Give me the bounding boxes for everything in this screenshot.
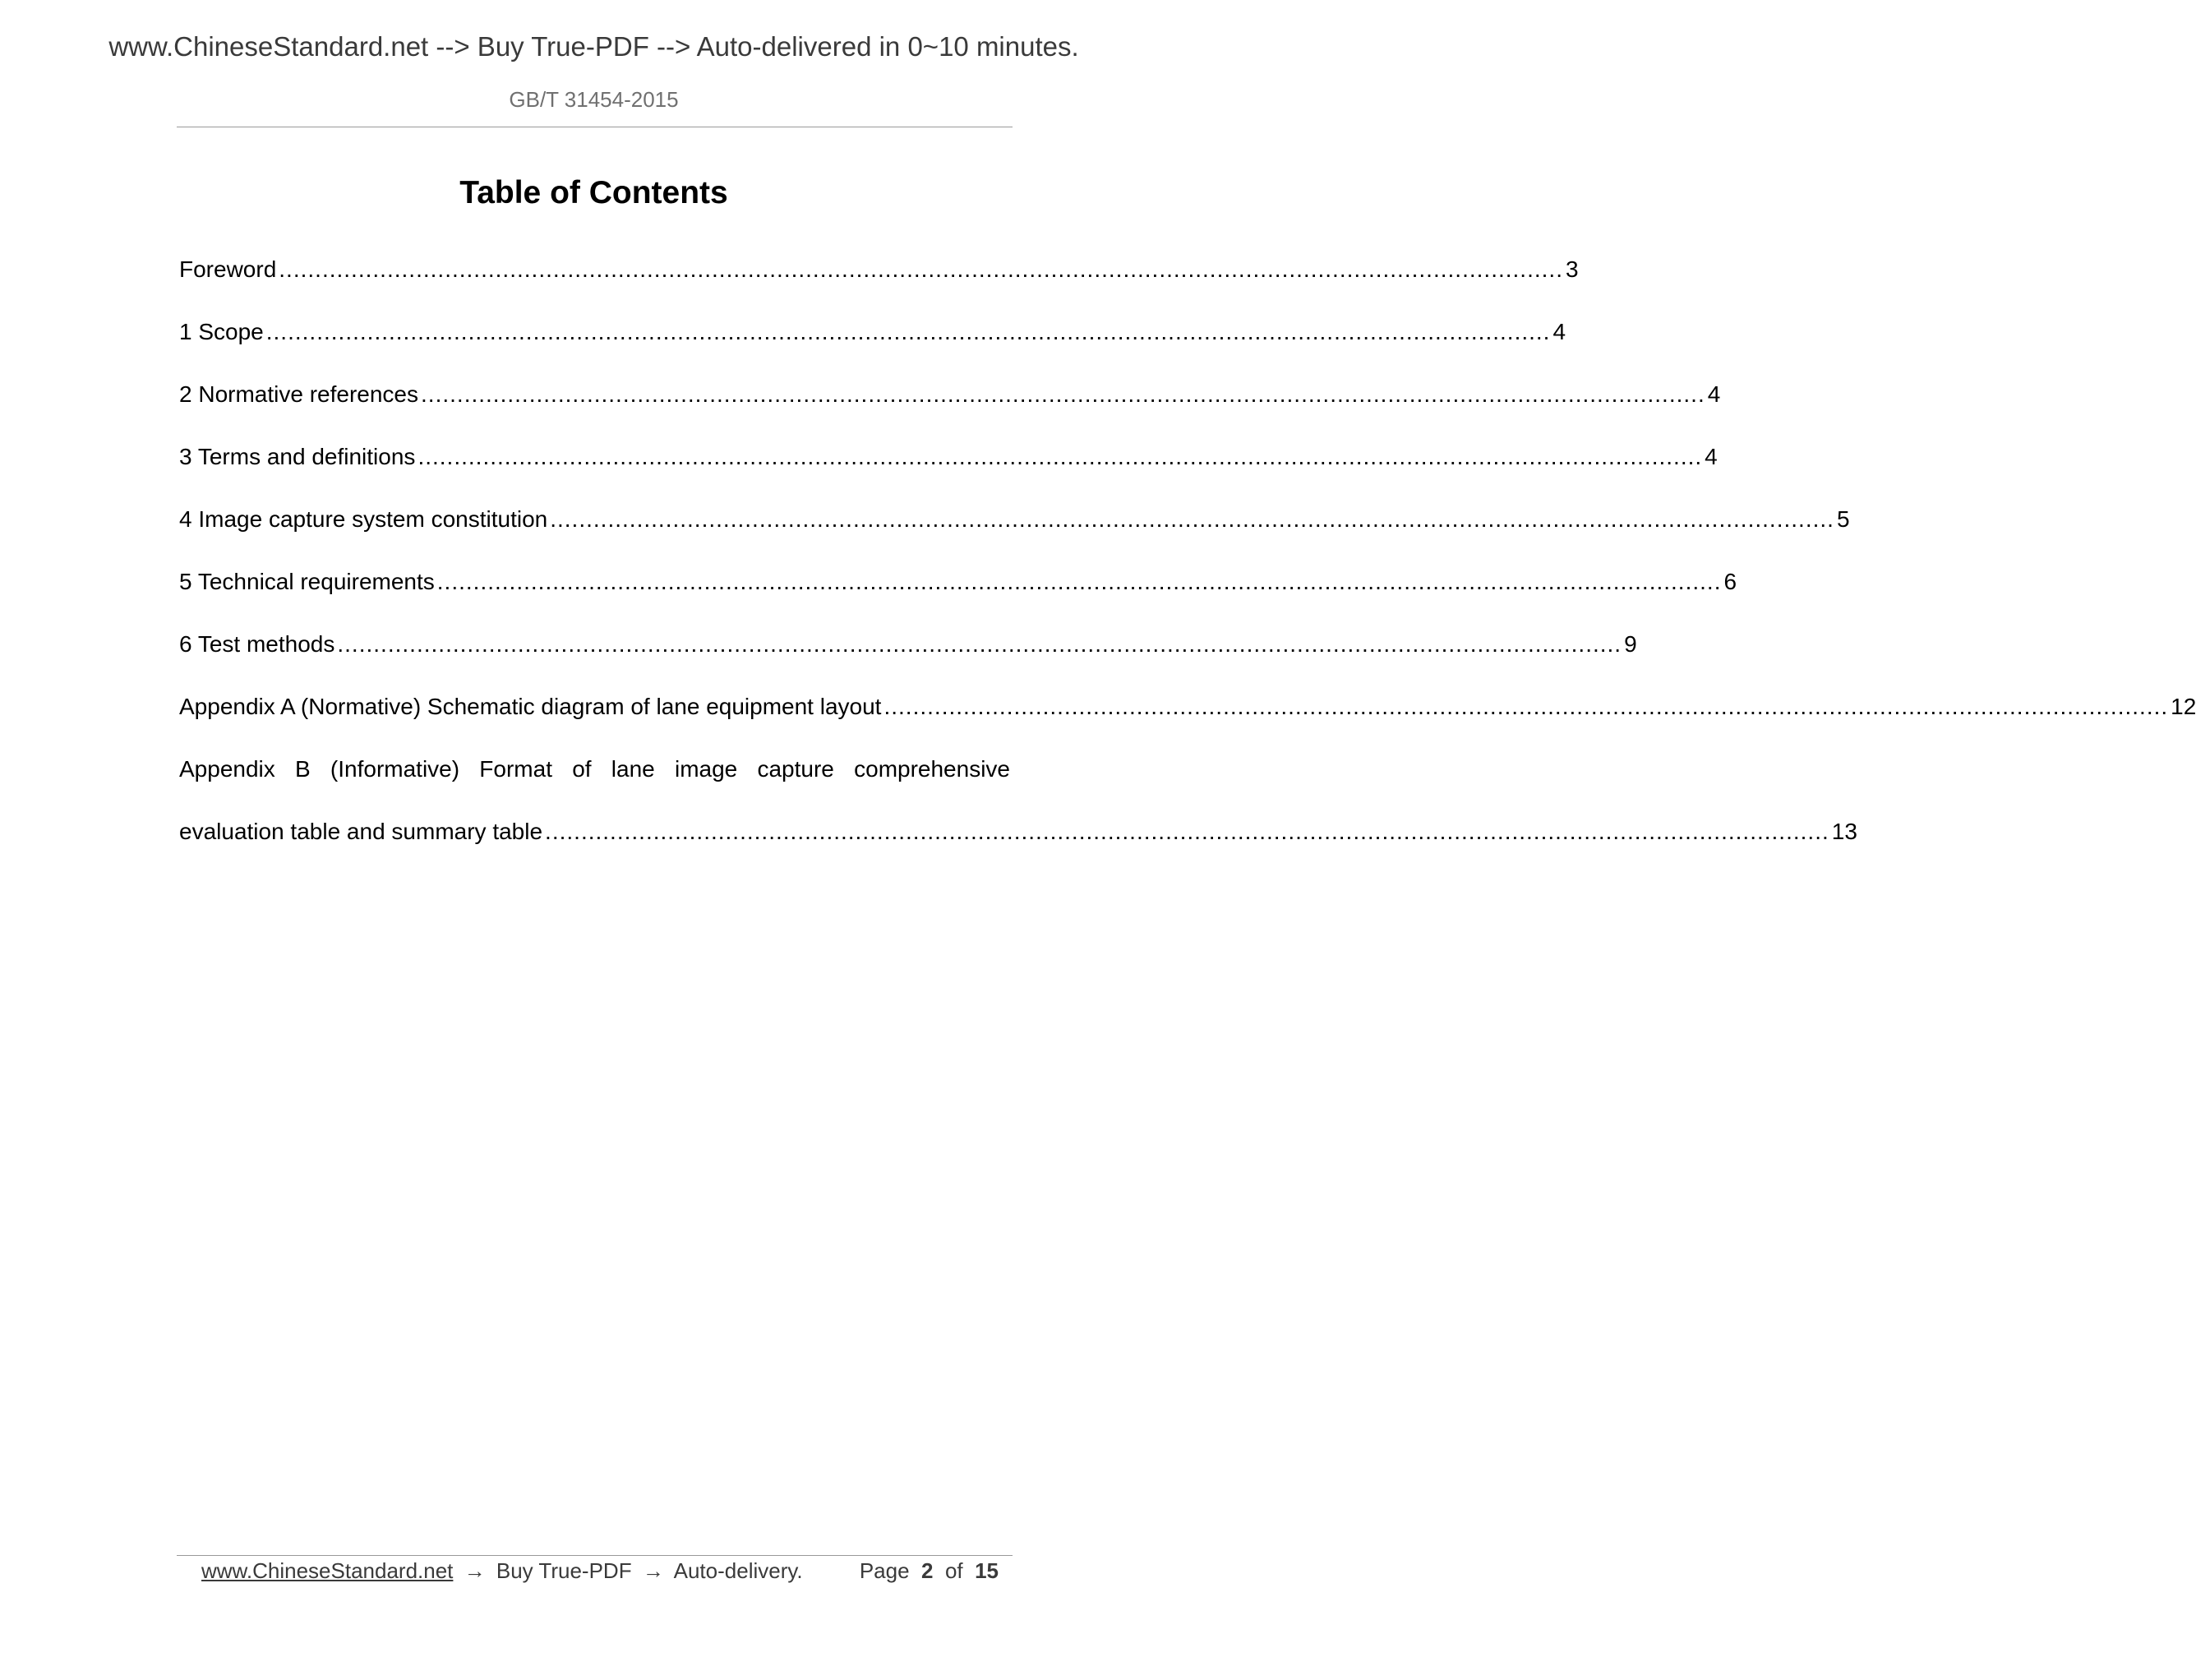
toc-entry-page: 3 (1565, 256, 1579, 282)
toc-entry-appendix-b-line2[interactable] (179, 817, 1857, 879)
toc-leader-dots: .................................................................................................................................................................................. (279, 256, 1563, 282)
toc-entry-image-capture-system[interactable] (179, 505, 1850, 567)
toc-leader-dots: .................................................................................................................................................................................. (550, 506, 1834, 532)
toc-entry-page: 5 (1836, 506, 1850, 532)
toc-entry-label: 5 Technical requirements (179, 569, 435, 594)
toc-entry-appendix-a[interactable] (179, 692, 2196, 755)
toc-leader-dots: .................................................................................................................................................................................. (418, 444, 1703, 469)
toc-entry-page: 4 (1705, 444, 1718, 469)
toc-entry-label: 1 Scope (179, 319, 264, 344)
toc-entry-page: 4 (1707, 381, 1721, 407)
toc-leader-dots: .................................................................................................................................................................................. (436, 569, 1722, 594)
footer-delivery-text: Auto-delivery. (673, 1558, 803, 1583)
toc-entry-label: 6 Test methods (179, 631, 335, 657)
toc-entry-scope[interactable] (179, 317, 1566, 380)
top-banner: www.ChineseStandard.net --> Buy True-PDF --> Auto-delivered in 0~10 minutes. (108, 31, 1079, 62)
toc-leader-dots: .................................................................................................................................................................................. (337, 631, 1622, 657)
toc-entry-label: 4 Image capture system constitution (179, 506, 548, 532)
toc-entry-technical-requirements[interactable] (179, 567, 1737, 630)
toc-entry-label: Appendix A (Normative) Schematic diagram of lane equipment layout (179, 694, 882, 719)
page-total: 15 (975, 1558, 999, 1583)
toc-entry-page: 13 (1831, 819, 1857, 844)
toc-entry-test-methods[interactable] (179, 630, 1637, 692)
toc-entry-label: evaluation table and summary table (179, 819, 543, 844)
toc-entry-terms-definitions[interactable] (179, 442, 1718, 505)
toc-entry-page: 9 (1624, 631, 1637, 657)
toc-title: Table of Contents (459, 175, 728, 210)
table-of-contents (179, 255, 2196, 879)
toc-entry-appendix-b-line1[interactable] (179, 755, 1010, 817)
toc-entry-normative-references[interactable] (179, 380, 1721, 442)
right-arrow-icon: → (464, 1558, 486, 1583)
standard-code: GB/T 31454-2015 (509, 87, 679, 112)
toc-entry-label: Appendix B (Informative) Format of lane image capture comprehensive (179, 756, 1010, 782)
of-word: of (944, 1558, 963, 1583)
page-footer (201, 1558, 999, 1584)
toc-entry-page: 6 (1723, 569, 1737, 594)
toc-entry-label: 3 Terms and definitions (179, 444, 416, 469)
footer-left (201, 1558, 803, 1584)
toc-entry-label: Foreword (179, 256, 277, 282)
toc-leader-dots: .................................................................................................................................................................................. (421, 381, 1705, 407)
toc-entry-page: 4 (1552, 319, 1566, 344)
right-arrow-icon: → (642, 1558, 664, 1583)
toc-leader-dots: .................................................................................................................................................................................. (545, 819, 1829, 844)
toc-leader-dots: .................................................................................................................................................................................. (883, 694, 2169, 719)
toc-entry-page: 12 (2171, 694, 2196, 719)
footer-divider (177, 1555, 1013, 1556)
footer-site-link[interactable]: www.ChineseStandard.net (201, 1558, 454, 1583)
page-current: 2 (921, 1558, 934, 1583)
footer-buy-text: Buy True-PDF (496, 1558, 632, 1583)
page-word: Page (859, 1558, 910, 1583)
toc-entry-label: 2 Normative references (179, 381, 419, 407)
page-number (860, 1558, 999, 1584)
toc-leader-dots: .................................................................................................................................................................................. (265, 319, 1551, 344)
toc-entry-foreword[interactable] (179, 255, 1579, 317)
